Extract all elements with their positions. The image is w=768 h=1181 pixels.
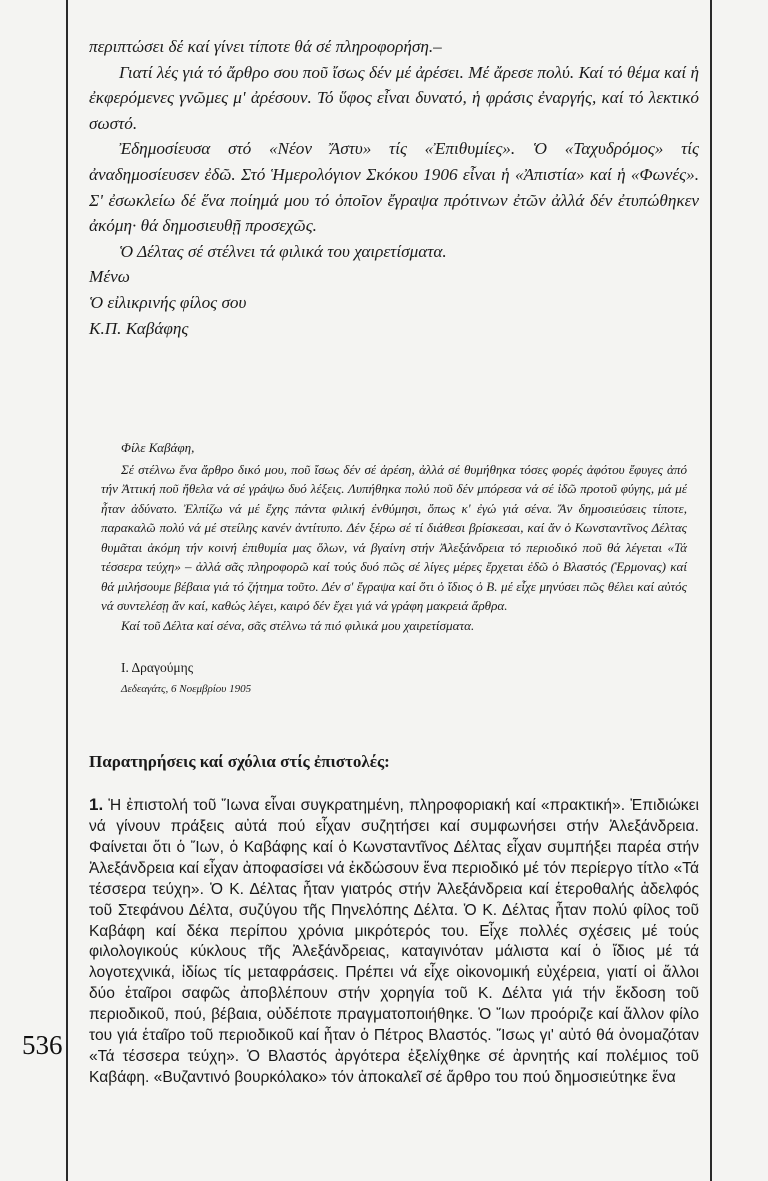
letter-dragoumis: [101, 438, 687, 699]
comment-item: [89, 795, 699, 1089]
letter2-salutation: Φίλε Καβάφη,: [121, 440, 195, 456]
letter1-paragraph: περιπτώσει δέ καί γίνει τίποτε θά σέ πληροφορήση.–: [89, 37, 442, 56]
letter-cavafy: [89, 34, 699, 341]
letter2-body: Σέ στέλνω ἕνα ἄρθρο δικό μου, ποῦ ἴσως δέν σέ ἀρέση, ἀλλά σέ θυμήθηκα τόσες φορές ἀφότου ἔφυγες ἀπό τήν Ἀττική ποῦ ἤθελα νά σέ γράψω δυό λέξεις. Λυπήθηκα πολύ ποῦ δέν μπόρεσα νά σέ ἰδῶ προτοῦ φύγης, μά μέ ἦταν ἀδύνατο. Ἐλπίζω νά μέ ἔχης πάντα φιλική ἐνθύμησι, ὅπως κ' ἐγώ γιά σένα. Ἄν δημοσιεύσεις τίποτε, παρακαλῶ πολύ νά μέ στείλης κανέν ἀντίτυπο. Δέν ξέρω σέ τί διάθεσι βρίσκεσαι, καί ἄν ὁ Κωνσταντῖνος Δέλτας θυμᾶται ἀκόμη τήν κοινή ἐπιθυμία μας ὅλων, νά βγαίνη στήν Ἀλεξάνδρεια τό περιοδικό ποῦ θά λέγεται «Τά τέσσερα τεύχη» – ἀλλά σᾶς πληροφορῶ καί τούς δυό πῶς σέ λίγες μέρες ἔρχεται ἐδῶ ὁ Βλαστός (Ἑρμονας) καί θά μιλήσουμε βέβαια γιά τό ζήτημα τοῦτο. Δέν σ' ἔγραψα καί ὅτι ὁ ἴδιος ὁ Β. μέ εἶχε μηνύσει πῶς θέλει καί αὐτός νά συντελέσῃ ἄν καί, καθώς λέγει, καιρό δέν ἔχει γιά νά γράφη μακρειά ἄρθρα.: [101, 461, 687, 614]
letter1-paragraph: Ὁ Δέλτας σέ στέλνει τά φιλικά του χαιρετίσματα.: [119, 241, 447, 261]
comment-text: Ἡ ἐπιστολή τοῦ Ἴωνα εἶναι συγκρατημένη, πληροφοριακή καί «πρακτική». Ἐπιδιώκει νά γίνουν πράξεις αὐτά πού εἶχαν συζητήσει καί συμφωνήσει στήν Ἀλεξάνδρεια. Φαίνεται ὅτι ὁ Ἴων, ὁ Καβάφης καί ὁ Κωνσταντῖνος Δέλτας εἶχαν συμπήξει παρέα στήν Ἀλεξάνδρεια καί εἶχαν ἀποφασίσει νά ἐκδώσουν ἕνα περιοδικό μέ τόν περίεργο τίτλο «Τά τέσσερα τεύχη». Ὁ Κ. Δέλτας ἦταν γιατρός στήν Ἀλεξάνδρεια καί ἑτεροθαλής ἀδελφός τοῦ Στεφάνου Δέλτα, συζύγου τῆς Πηνελόπης Δέλτα. Ὁ Κ. Δέλτας ἦταν πολύ φίλος τοῦ Καβάφη καί δέκα περίπου χρόνια μικρότερός του. Εἶχε πολλές σχέσεις μέ τούς φιλολογικούς κύκλους τῆς Ἀλεξάνδρειας, καταγινόταν μάλιστα καί ὁ ἴδιος μέ τά λογοτεχνικά, ἰδίως τίς μεταφράσεις. Πρέπει νά εἶχε οἰκονομική εὐχέρεια, γιατί οἱ ἄλλοι δύο ἑταῖροι σαφῶς ἀποβλέπουν στήν χορηγία τοῦ Κ. Δέλτα γιά τήν ἔκδοση τοῦ περιοδικοῦ, πού, βέβαια, οὐδέποτε πραγματοποιήθηκε. Ὁ Ἴων προόριζε καί ἄλλον φίλο του γιά ἑταῖρο τοῦ περιοδικοῦ καί ἦταν ὁ Πέτρος Βλαστός. Ἴσως γι' αὐτό θά ὀνομαζόταν «Τά τέσσερα τεύχη». Ὁ Βλαστός ἀργότερα ἐξελίχθηκε σέ ἀρνητής καί πολέμιος τοῦ Καβάφη. «Βυζαντινό βουρκόλακο» τόν ἀποκαλεῖ σέ ἄρθρο του πού δημοσιεύτηκε ἕνα: [89, 797, 699, 1086]
comments-section: [89, 795, 699, 1089]
letter2-date: Δεδεαγάτς, 6 Νοεμβρίου 1905: [121, 682, 252, 695]
letter1-signature: Κ.Π. Καβάφης: [89, 318, 189, 338]
comment-number: 1.: [89, 795, 104, 815]
letter2-closing: Καί τοῦ Δέλτα καί σένα, σᾶς στέλνω τά πιό φιλικά μου χαιρετίσματα.: [121, 617, 475, 633]
section-heading: Παρατηρήσεις καί σχόλια στίς ἐπιστολές:: [89, 752, 390, 772]
letter1-closing: Μένω: [89, 267, 130, 287]
page-content: [89, 34, 699, 1089]
left-margin-rule: [66, 0, 68, 1181]
letter1-closing: Ὁ εἰλικρινής φίλος σου: [89, 292, 247, 312]
page-number: 536: [22, 1030, 63, 1060]
letter1-paragraph: Γιατί λές γιά τό ἄρθρο σου ποῦ ἴσως δέν μέ ἀρέσει. Μέ ἄρεσε πολύ. Καί τό θέμα καί ἡ ἐκφερόμενες γνῶμες μ' ἀρέσουν. Τό ὕφος εἶναι δυνατό, ἡ φράσις ἐναργής, καί τό λεκτικό σωστό.: [89, 62, 699, 133]
letter2-signature: Ι. Δραγούμης: [121, 660, 194, 676]
letter1-paragraph: Ἐδημοσίευσα στό «Νέον Ἄστυ» τίς «Ἐπιθυμίες». Ὁ «Ταχυδρόμος» τίς ἀναδημοσίευσεν ἐδῶ. Στό Ἡμερολόγιον Σκόκου 1906 εἶναι ἡ «Ἀπιστία» καί ἡ «Φωνές». Σ' ἐσωκλείω δέ ἕνα ποίημά μου τό ὁποῖον ἔγραψα πρότινων ἐτῶν ἀλλά δέν ἐτυπώθηκεν ἀκόμη· θά δημοσιευθῇ προσεχῶς.: [89, 139, 699, 236]
right-margin-rule: [710, 0, 712, 1181]
